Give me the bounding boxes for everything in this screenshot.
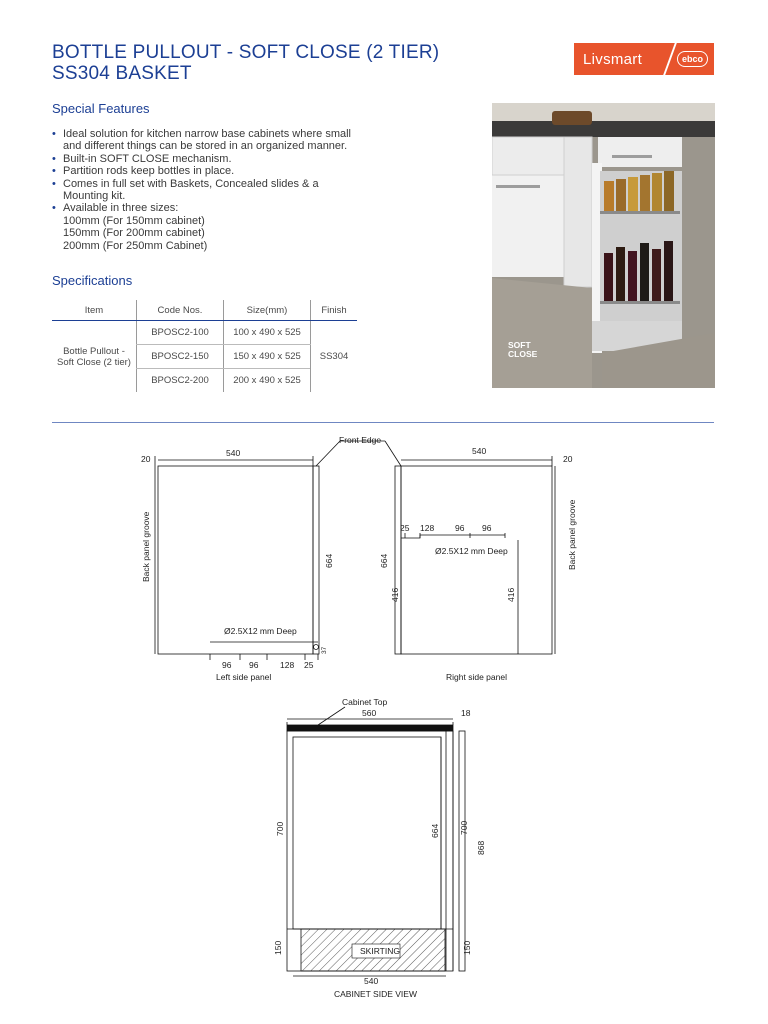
size-option: 100mm (For 150mm cabinet) bbox=[63, 214, 205, 227]
size-cell: 100 x 490 x 525 bbox=[224, 321, 311, 345]
finish-cell: SS304 bbox=[311, 321, 358, 393]
cabinet-top-label: Cabinet Top bbox=[342, 697, 388, 707]
dim-right-25: 25 bbox=[400, 523, 410, 533]
dim-left-664: 664 bbox=[324, 553, 334, 568]
soft-close-badge: SOFT CLOSE bbox=[508, 340, 538, 359]
right-back-groove-label: Back panel groove bbox=[567, 499, 577, 570]
dim-left-96a: 96 bbox=[222, 660, 232, 670]
size-option: 200mm (For 250mm Cabinet) bbox=[63, 239, 208, 252]
right-panel-caption: Right side panel bbox=[446, 672, 507, 682]
size-option: 150mm (For 200mm cabinet) bbox=[63, 227, 205, 240]
features-heading: Special Features bbox=[52, 101, 150, 116]
dim-cabinet-150a: 150 bbox=[273, 940, 283, 955]
feature-item: • Partition rods keep bottles in place. bbox=[52, 165, 235, 178]
dim-left-25: 25 bbox=[304, 660, 314, 670]
left-panel-edge bbox=[313, 466, 319, 654]
bullet-icon: • bbox=[52, 128, 56, 140]
right-hole-label: Ø2.5X12 mm Deep bbox=[435, 546, 508, 556]
dim-left-540: 540 bbox=[226, 448, 241, 458]
code-cell: BPOSC2-200 bbox=[137, 369, 224, 393]
dim-cabinet-700a: 700 bbox=[275, 821, 285, 836]
column-header-finish: Finish bbox=[311, 300, 358, 321]
dim-right-416b: 416 bbox=[506, 587, 516, 602]
dim-cabinet-150b: 150 bbox=[462, 940, 472, 955]
dim-left-20: 20 bbox=[141, 454, 151, 464]
code-cell: BPOSC2-150 bbox=[137, 345, 224, 369]
column-header-item: Item bbox=[52, 300, 137, 321]
cabinet-side-view-caption: CABINET SIDE VIEW bbox=[334, 989, 417, 999]
right-panel-outline bbox=[401, 466, 552, 654]
dim-cabinet-540: 540 bbox=[364, 976, 379, 986]
dim-cabinet-664: 664 bbox=[430, 823, 440, 838]
ebco-logo-text: ebco bbox=[677, 51, 708, 67]
left-back-groove-label: Back panel groove bbox=[141, 511, 151, 582]
dim-cabinet-700b: 700 bbox=[459, 820, 469, 835]
column-header-code: Code Nos. bbox=[137, 300, 224, 321]
dim-left-37: 37 bbox=[321, 646, 328, 654]
feature-item: • Ideal solution for kitchen narrow base cabinets where small and different things can be stored in an organized manner. bbox=[52, 128, 351, 153]
bullet-icon: • bbox=[52, 202, 56, 215]
cabinet-top bbox=[287, 725, 453, 731]
feature-item: • Available in three sizes: 100mm (For 150mm cabinet) 150mm (For 200mm cabinet) 200mm (For 250mm Cabinet) bbox=[52, 202, 352, 252]
front-edge-label: Front Edge bbox=[339, 435, 382, 445]
dim-right-664: 664 bbox=[379, 553, 389, 568]
dim-cabinet-868: 868 bbox=[476, 840, 486, 855]
dim-right-20: 20 bbox=[563, 454, 573, 464]
item-cell: Bottle Pullout - Soft Close (2 tier) bbox=[57, 345, 131, 368]
feature-item: • Comes in full set with Baskets, Concealed slides & a Mounting kit. bbox=[52, 177, 319, 203]
title-line-2: SS304 BASKET bbox=[52, 63, 192, 84]
left-panel-caption: Left side panel bbox=[216, 672, 272, 682]
dim-right-128: 128 bbox=[420, 523, 435, 533]
dim-right-540: 540 bbox=[472, 446, 487, 456]
dim-cabinet-18: 18 bbox=[461, 708, 471, 718]
bullet-icon: • bbox=[52, 165, 56, 178]
dim-right-96a: 96 bbox=[455, 523, 465, 533]
dim-cabinet-560: 560 bbox=[362, 708, 377, 718]
dim-right-416a: 416 bbox=[390, 587, 400, 602]
right-panel-edge bbox=[395, 466, 401, 654]
left-hole-label: Ø2.5X12 mm Deep bbox=[224, 626, 297, 636]
code-cell: BPOSC2-100 bbox=[137, 321, 224, 345]
specifications-heading: Specifications bbox=[52, 273, 133, 288]
column-header-size: Size(mm) bbox=[224, 300, 311, 321]
size-cell: 150 x 490 x 525 bbox=[224, 345, 311, 369]
dim-right-96b: 96 bbox=[482, 523, 492, 533]
livsmart-logo-text: Livsmart bbox=[583, 50, 643, 68]
size-cell: 200 x 490 x 525 bbox=[224, 369, 311, 393]
bullet-icon: • bbox=[52, 152, 56, 165]
dim-left-128: 128 bbox=[280, 660, 295, 670]
dim-left-96b: 96 bbox=[249, 660, 259, 670]
bullet-icon: • bbox=[52, 177, 56, 190]
feature-item: • Built-in SOFT CLOSE mechanism. bbox=[52, 152, 232, 165]
skirting-label: SKIRTING bbox=[360, 946, 400, 956]
title-line-1: BOTTLE PULLOUT - SOFT CLOSE (2 TIER) bbox=[52, 42, 440, 63]
